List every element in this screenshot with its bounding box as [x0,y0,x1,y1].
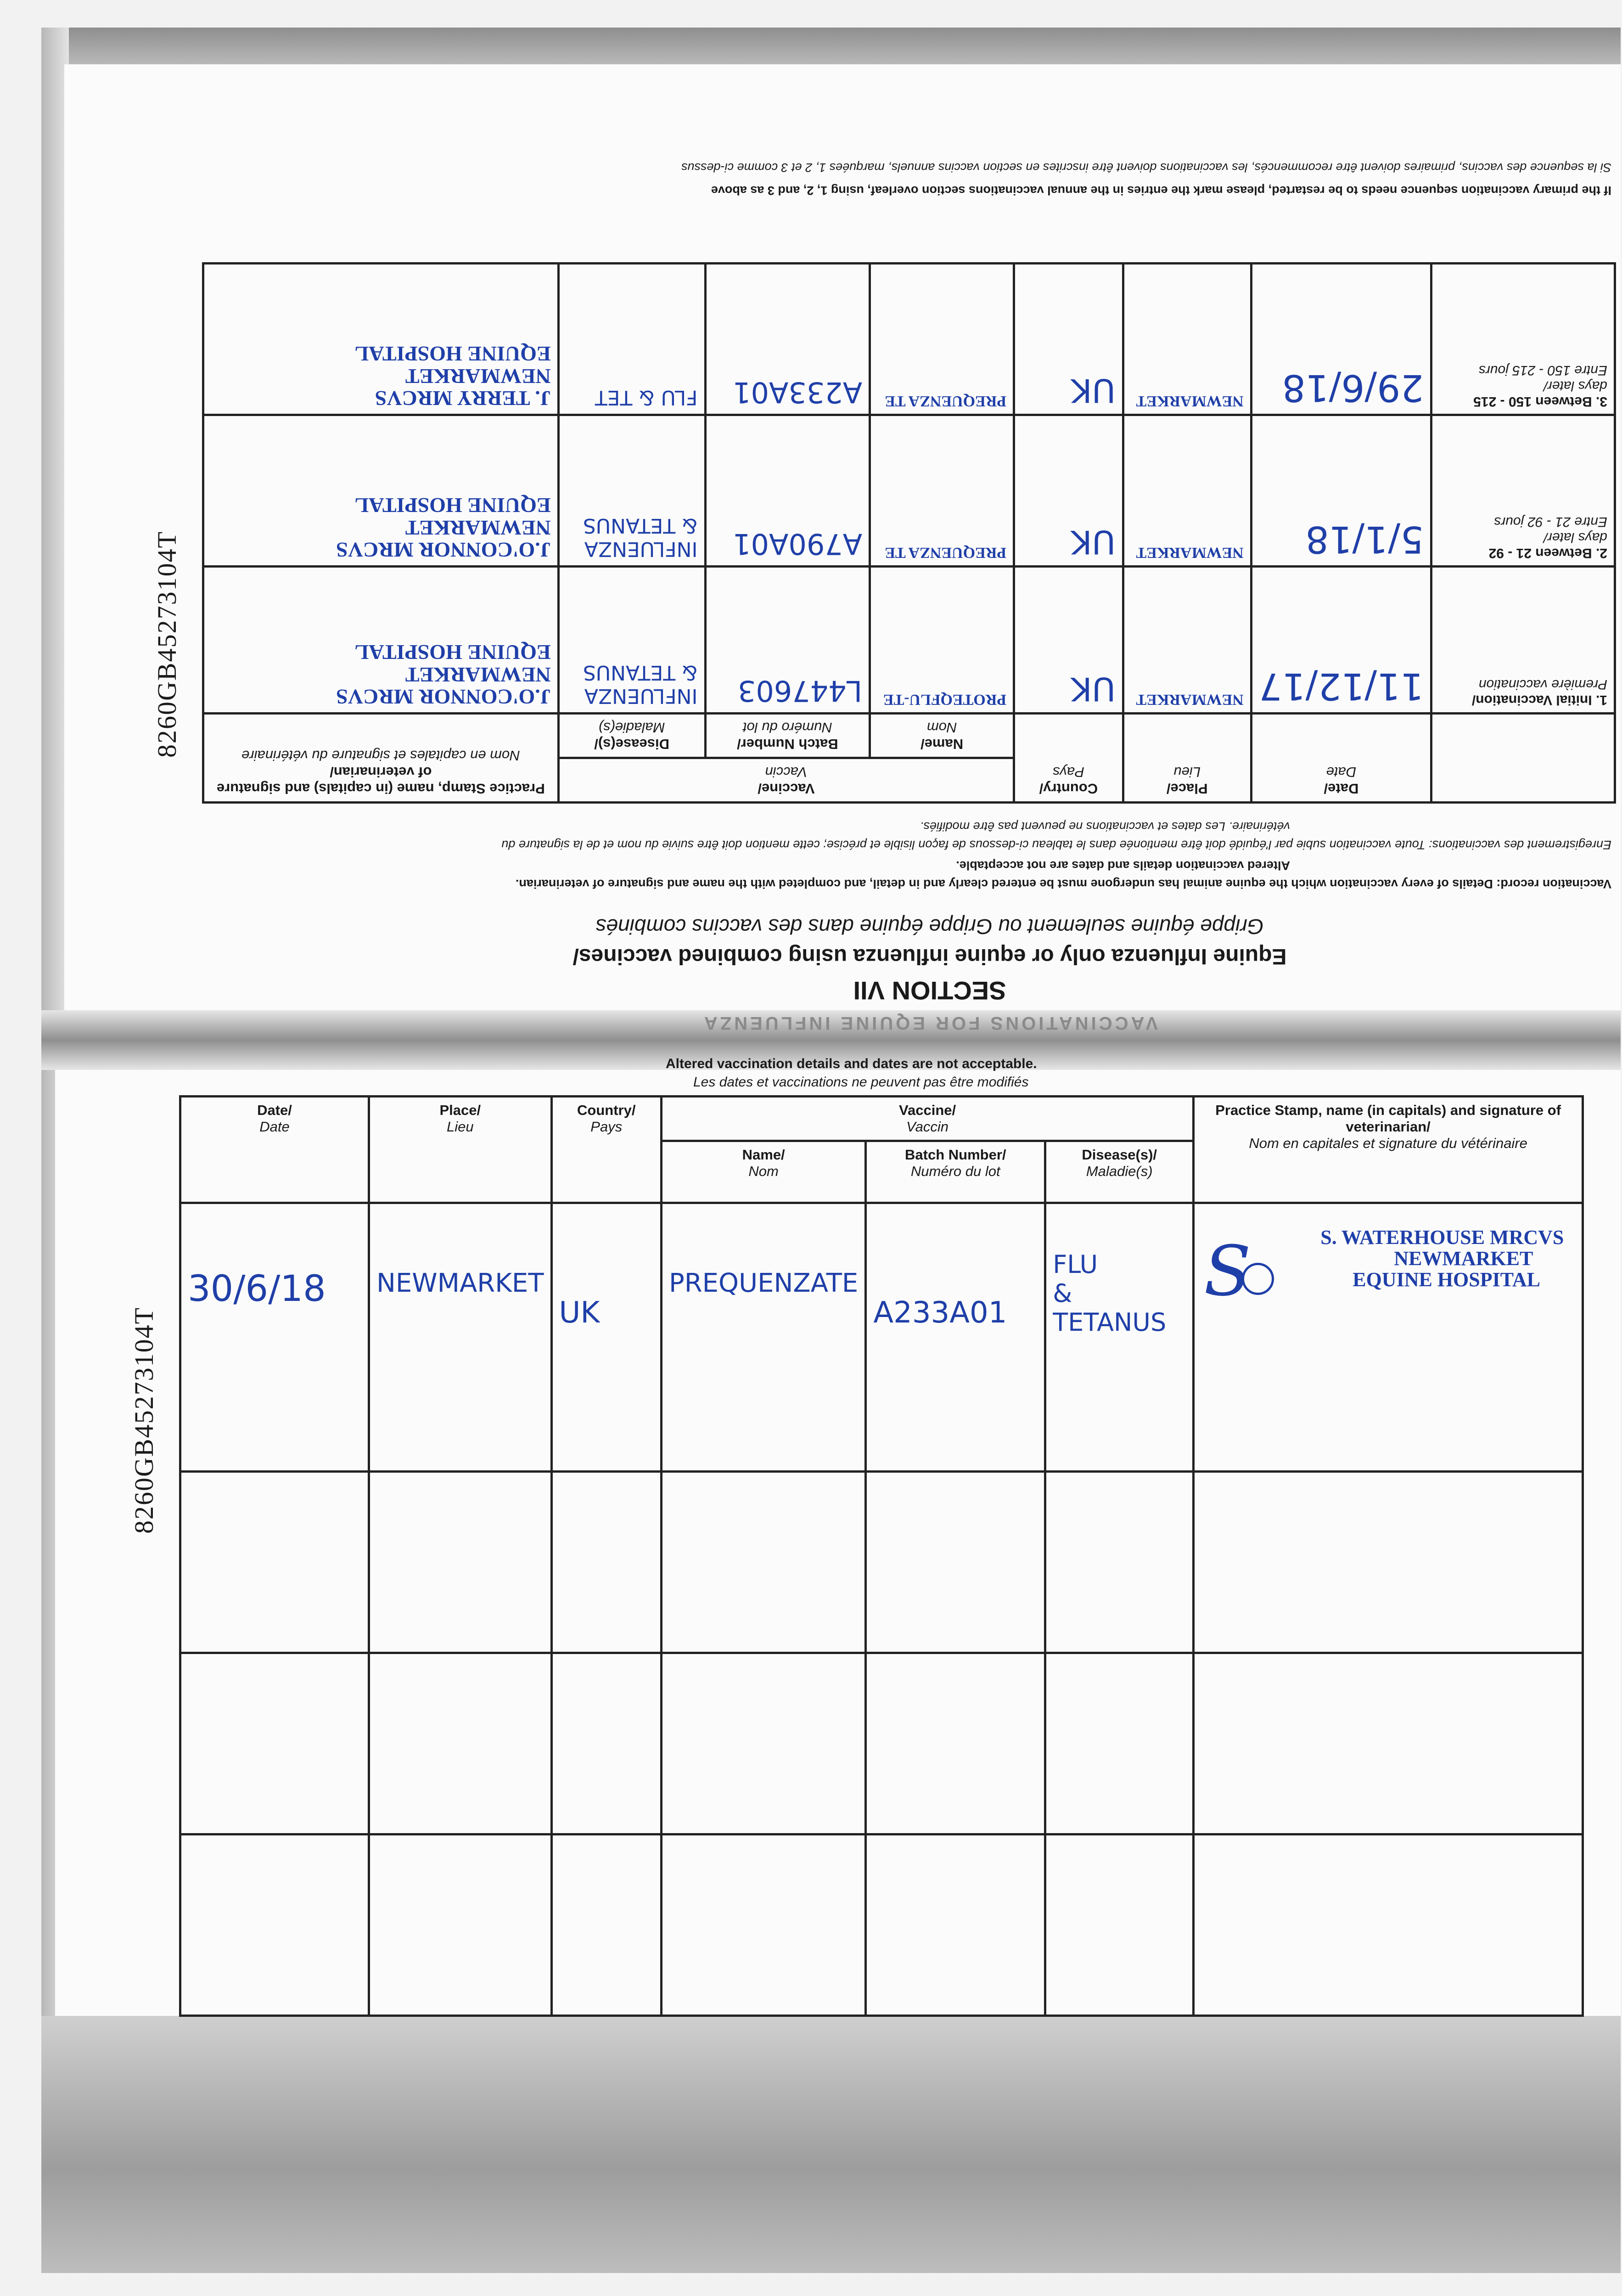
restart-note-fr: Si la sequence des vaccins, primaires doivent être recommencés, les vaccinations doivent être inscrites en section vaccins annuels, marquées 1, 2 et 3 comme ci-dessus [681,161,1611,174]
strip-heading: VACCINATIONS FOR EQUINE INFLUENZA [701,1013,1158,1033]
row-batch: A790A01 [705,415,870,567]
stamp-line: NEWMARKET [1394,1247,1533,1270]
stamp-line: EQUINE HOSPITAL [354,342,551,366]
table-row [203,264,1615,415]
altered-notice-fr: Les dates et vaccinations ne peuvent pas être modifiés [693,1075,1029,1090]
row-country: UK [1014,567,1123,714]
stamp-line: EQUINE HOSPITAL [1353,1268,1540,1291]
table-row [180,1653,1583,1835]
header-vaccine: Vaccine/ Vaccin [558,758,1014,803]
scan-bottom-margin [41,2016,1621,2273]
row-label: 2. Between 21 - 92 days later/ Entre 21 - 92 jours [1431,415,1615,567]
table-header-row [203,758,1615,803]
table-row [180,1203,1583,1472]
row-place: NEWMARKET [1123,264,1251,415]
row-place: NEWMARKET [1123,567,1251,714]
row-date: 11/12/17 [1251,567,1431,714]
disease-line: TETANUS [1053,1308,1167,1337]
stamp-line: NEWMARKET [405,364,551,388]
vet-signature: S [1204,1232,1274,1311]
section-title: SECTION VII [853,976,1006,1005]
stamp-line: EQUINE HOSPITAL [354,641,551,664]
header-name: Name/ Nom [870,714,1014,758]
document-id-lower: 8260GB45273104T [129,1307,159,1534]
row-country: UK [1014,415,1123,567]
annual-vaccination-table [179,1095,1584,2017]
header-stamp: Practice Stamp, name (in capitals) and signature of veterinarian/ Nom en capitales et signature du vétérinaire [1194,1097,1583,1203]
row-vaccine-name: PREQUENZA TE [870,264,1014,415]
header-date: Date/ Date [180,1097,369,1203]
header-stamp: Practice Stamp, name (in capitals) and signature of veterinarian/ Nom en capitales et signature du vétérinaire [203,714,559,803]
table-row [203,567,1615,714]
row-place: NEWMARKET [1123,415,1251,567]
row-stamp [203,415,559,567]
header-blank [1431,714,1615,803]
header-batch: Batch Number/ Numéro du lot [866,1141,1045,1203]
table-row [180,1835,1583,2016]
row-label: 1. Initial Vaccination/ Première vaccination [1431,567,1615,714]
stamp-line: NEWMARKET [405,663,551,687]
row-date: 29/6/18 [1251,264,1431,415]
header-place: Place/ Lieu [369,1097,552,1203]
record-text-fr: Enregistrement des vaccinations: Toute vaccination subie par l'équidé doit être mentionée dans le tableau ci-dessous de façon lisible et précise; cette mention doit être suivie du nom et de la signature du [501,838,1611,852]
row-vaccine-name: PROTEQFLU-TE [870,567,1014,714]
table-row [180,1472,1583,1653]
disease-line: & [1053,1279,1072,1308]
row-batch: L447603 [705,567,870,714]
row-batch: A233A01 [705,264,870,415]
record-text-en: Vaccination record: Details of every vaccination which the equine animal has undergone must be entered clearly and in detail, and completed with the name and signature of veterinarian. [515,877,1611,891]
stamp-line: J.O'CONNOR MRCVS [336,685,551,709]
row-label: 3. Between 150 - 215 days later/ Entre 150 - 215 jours [1431,264,1615,415]
row-disease: INFLUENZA & TETANUS [558,567,705,714]
row-disease: INFLUENZA & TETANUS [558,415,705,567]
header-vaccine: Vaccine/ Vaccin [661,1097,1193,1141]
restart-note-en: If the primary vaccination sequence needs to be restarted, please mark the entries in the annual vaccinations section overleaf, using 1, 2, and 3 as above [711,184,1611,197]
row-stamp [203,567,559,714]
section-title-fr: Grippe équine seulement ou Grippe équine dans des vaccins combinés [595,915,1264,939]
entry-disease [1045,1203,1194,1472]
section-title-en: Equine Influenza only or equine influenza using combined vaccines/ [572,944,1287,968]
row-stamp [203,264,559,415]
header-country: Country/ Pays [1014,714,1123,803]
header-date: Date/ Date [1251,714,1431,803]
table-header-row [180,1097,1583,1141]
primary-vaccination-table [202,262,1616,804]
header-disease: Disease(s)/ Maladie(s) [558,714,705,758]
altered-notice-en: Altered vaccination details and dates are not acceptable. [666,1056,1037,1071]
stamp-line: EQUINE HOSPITAL [354,494,551,518]
entry-stamp [1194,1203,1583,1472]
stamp-line: J.O'CONNOR MRCVS [336,538,551,562]
header-batch: Batch Number/ Numéro du lot [705,714,870,758]
record-altered-fr: vétérinaire. Les dates et vaccinations ne peuvent pas être modifiés. [920,820,1290,833]
entry-place: NEWMARKET [369,1203,552,1472]
stamp-line: S. WATERHOUSE MRCVS [1320,1226,1564,1249]
header-disease: Disease(s)/ Maladie(s) [1045,1141,1194,1203]
stamp-line: NEWMARKET [405,516,551,540]
stamp-line: J. TERRY MRCVS [375,387,551,410]
disease-line: FLU [1053,1250,1098,1279]
header-name: Name/ Nom [661,1141,865,1203]
entry-country: UK [551,1203,661,1472]
document-id-upper: 8260GB45273104T [152,531,182,758]
upside-down-section [147,124,1621,1033]
header-country: Country/ Pays [551,1097,661,1203]
table-row [203,415,1615,567]
row-disease: FLU & TET [558,264,705,415]
entry-vaccine-name: PREQUENZATE [661,1203,865,1472]
row-vaccine-name: PREQUENZA TE [870,415,1014,567]
row-country: UK [1014,264,1123,415]
record-altered-en: Altered vaccination details and dates are not acceptable. [956,859,1290,872]
row-date: 5/1/18 [1251,415,1431,567]
entry-batch: A233A01 [866,1203,1045,1472]
header-place: Place/ Lieu [1123,714,1251,803]
entry-date: 30/6/18 [180,1203,369,1472]
